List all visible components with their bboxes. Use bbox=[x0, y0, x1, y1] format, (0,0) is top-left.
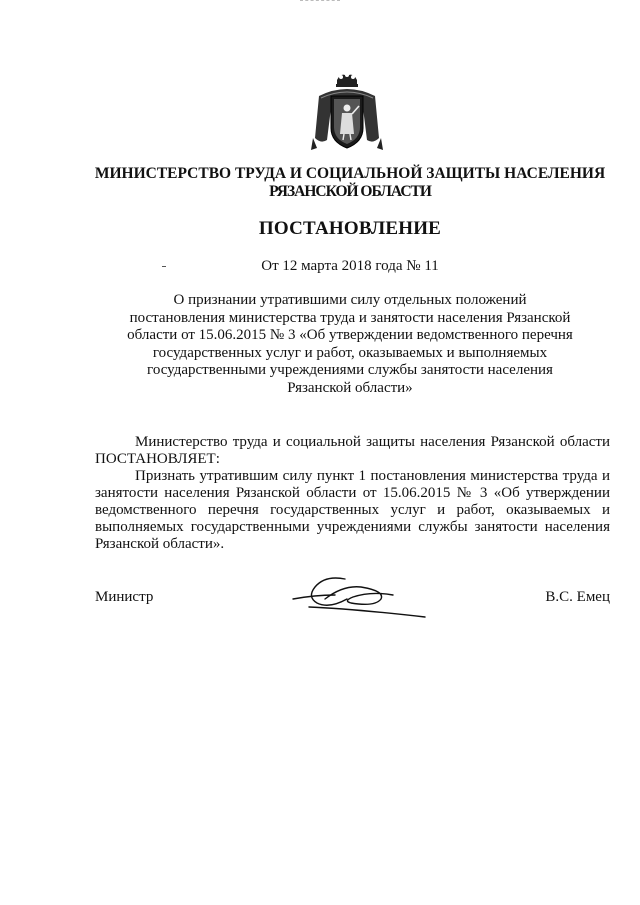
body-paragraph: Министерство труда и социальной защиты населения Рязанской области ПОСТАНОВЛЯЕТ: bbox=[95, 434, 610, 467]
document-body bbox=[95, 434, 610, 553]
handwritten-signature-icon bbox=[285, 573, 435, 623]
signatory-title: Министр bbox=[95, 589, 154, 605]
subject-line: государственных услуг и работ, оказываемых и выполняемых bbox=[152, 344, 548, 361]
document-subject bbox=[110, 292, 590, 397]
ministry-name bbox=[0, 165, 640, 201]
document-type: ПОСТАНОВЛЕНИЕ bbox=[258, 218, 442, 239]
subject-line: О признании утратившими силу отдельных положений bbox=[173, 292, 527, 308]
body-paragraph: Признать утратившим силу пункт 1 постановления министерства труда и занятости населения Рязанской области от 15.06.2015 № 3 «Об утверждении ведомственного перечня государственных услуг и работ, оказываемых и выполняемых государственными учреждениями службы занятости населения Рязанской области». bbox=[95, 468, 610, 552]
signatory-name: В.С. Емец bbox=[545, 589, 610, 605]
scan-artifact bbox=[300, 0, 340, 3]
ministry-name-line1: МИНИСТЕРСТВО ТРУДА И СОЦИАЛЬНОЙ ЗАЩИТЫ НАСЕЛЕНИЯ bbox=[94, 165, 606, 182]
document-date: От 12 марта 2018 года № 11 bbox=[261, 258, 439, 274]
subject-line: области от 15.06.2015 № 3 «Об утверждении ведомственного перечня bbox=[127, 327, 573, 343]
subject-line: Рязанской области» bbox=[287, 379, 413, 396]
coat-of-arms-icon bbox=[301, 68, 393, 160]
ministry-name-line2: РЯЗАНСКОЙ ОБЛАСТИ bbox=[269, 183, 431, 200]
signature-block bbox=[95, 589, 610, 629]
subject-line: постановления министерства труда и занятости населения Рязанской bbox=[129, 309, 571, 326]
subject-line: государственными учреждениями службы занятости населения bbox=[147, 362, 553, 378]
